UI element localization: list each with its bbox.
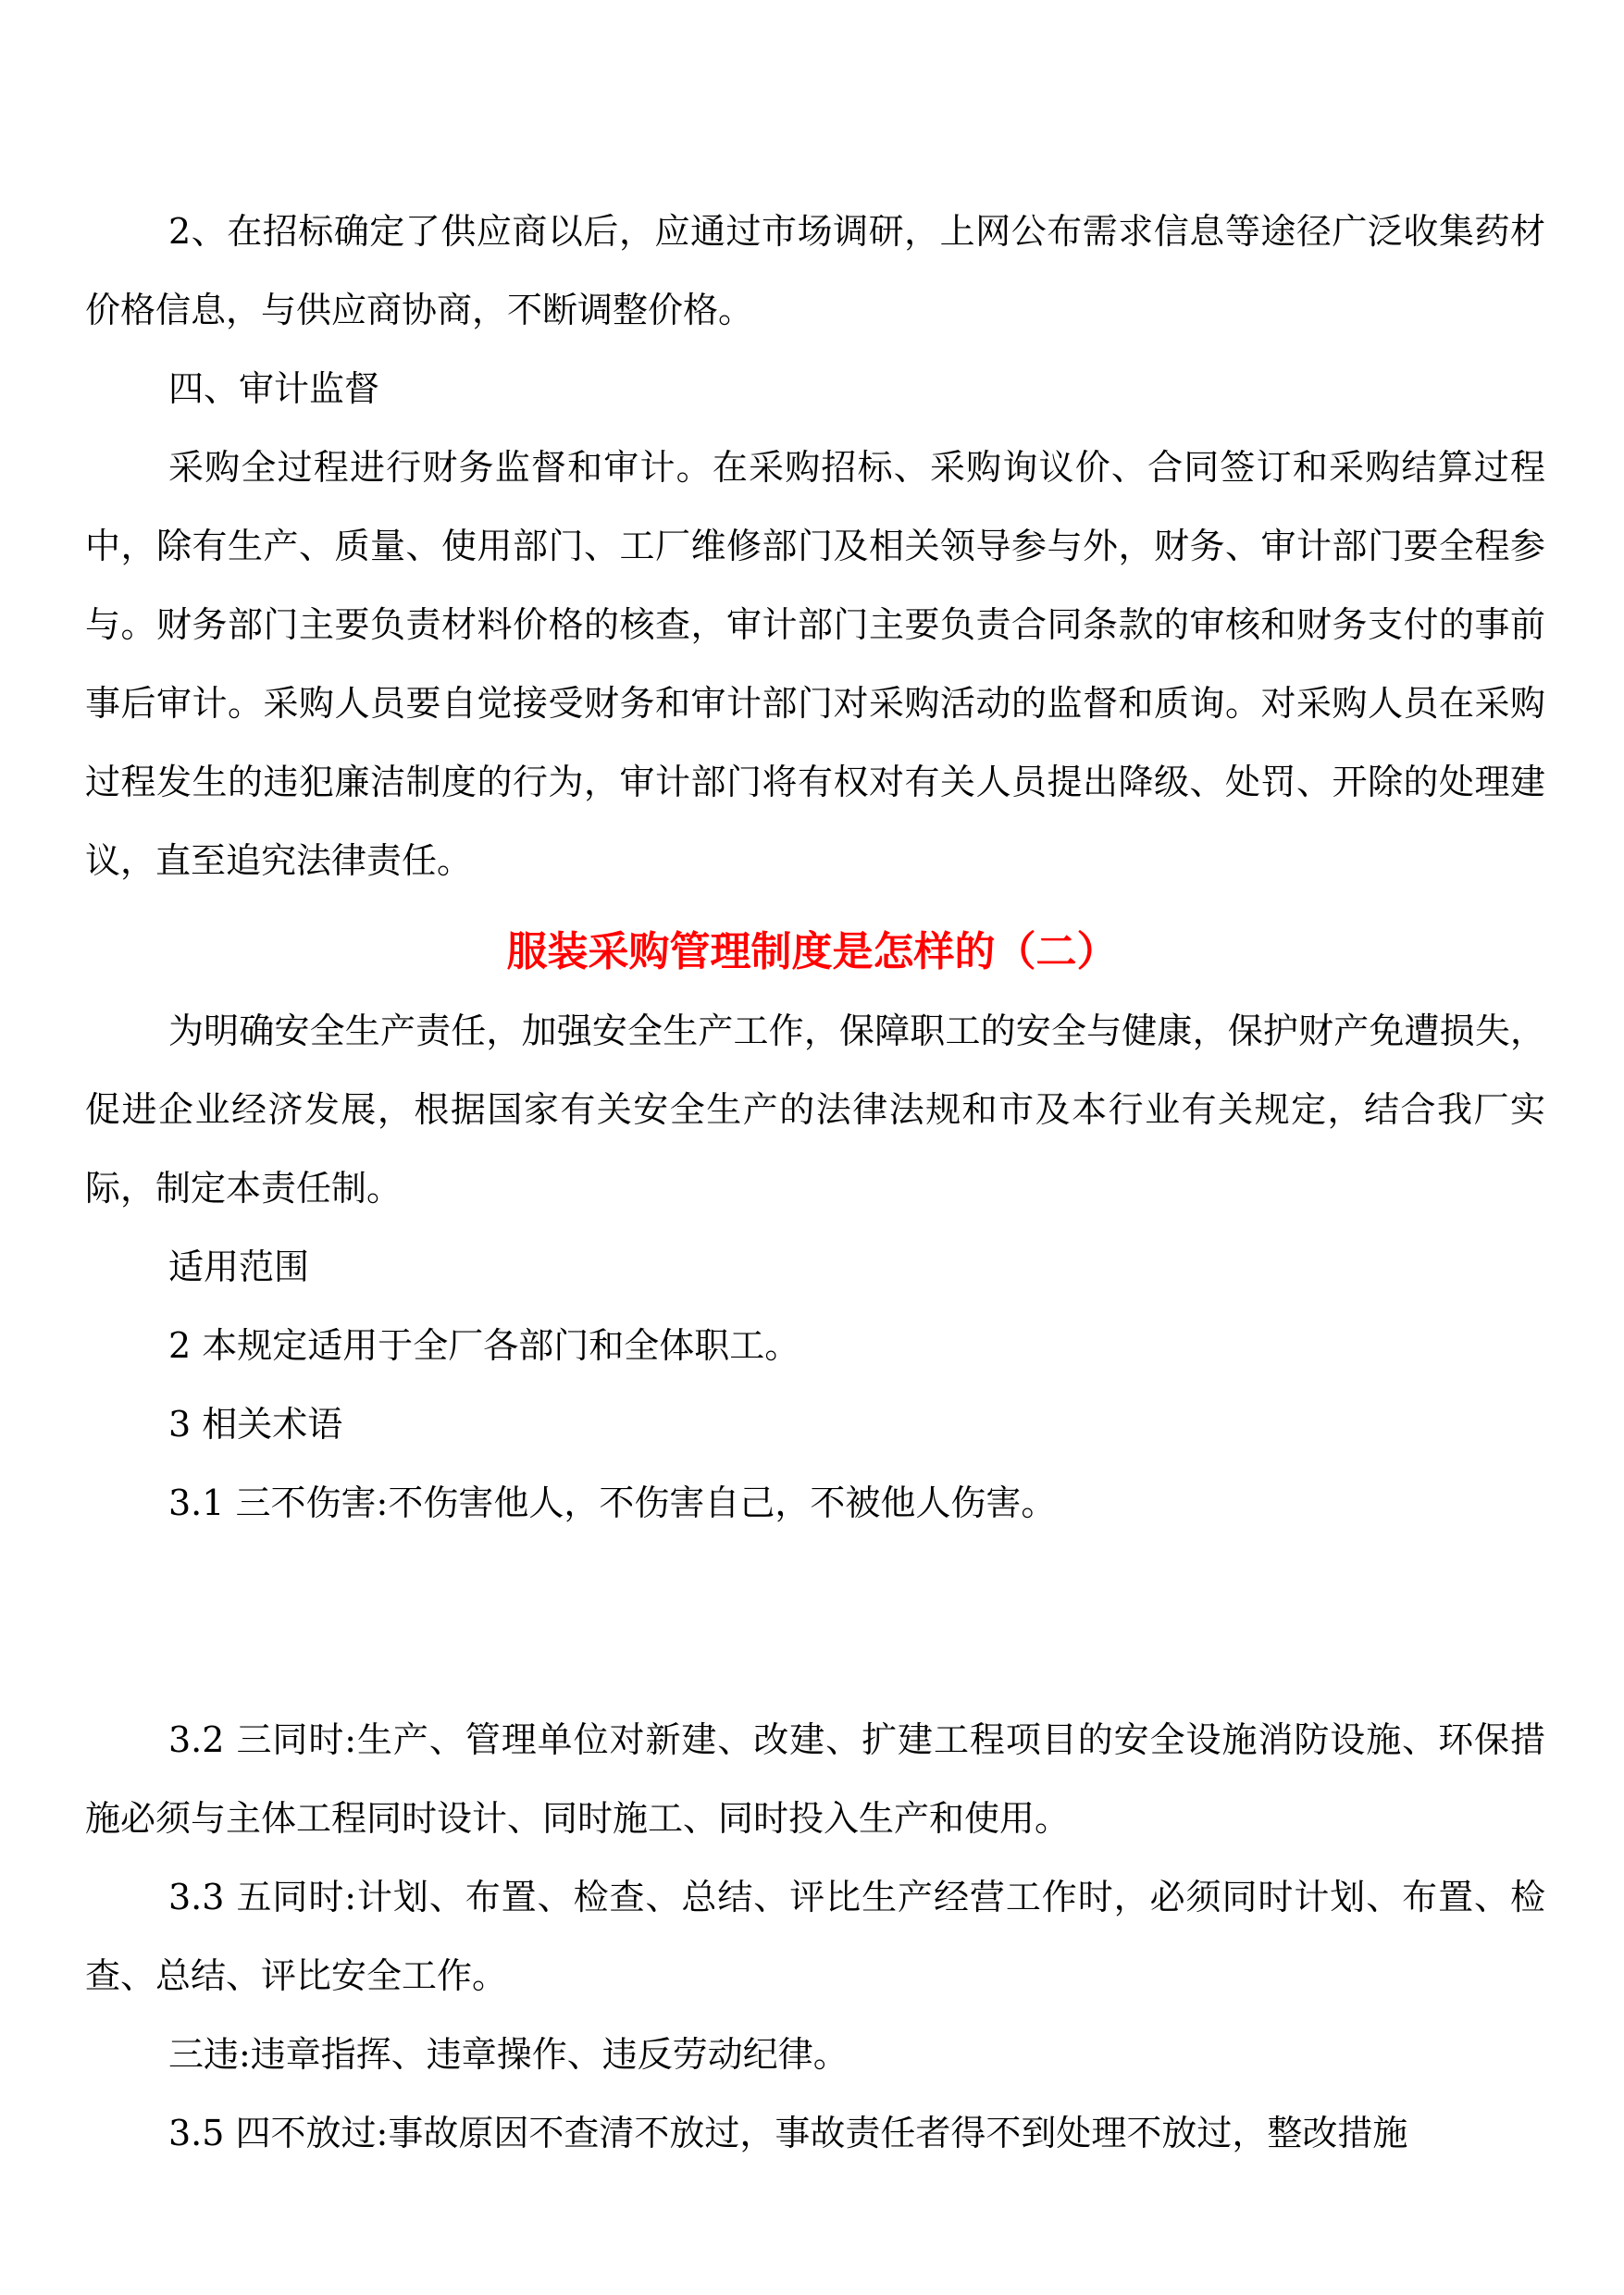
document-title: 服装采购管理制度是怎样的（二） [506,928,1118,975]
term-four-not-release: 3.5 四不放过:事故原因不查清不放过，事故责任者得不到处理不放过，整改措施 [168,2113,1408,2153]
section-procurement-audit [85,192,1545,900]
paragraph-scope: 2 本规定适用于全厂各部门和全体职工。 [168,1325,800,1366]
heading-terms: 3 相关术语 [168,1404,343,1445]
heading-scope: 适用范围 [168,1247,310,1287]
paragraph-purpose: 为明确安全生产责任，加强安全生产工作，保障职工的安全与健康，保护财产免遭损失，促进企业经济发展，根据国家有关安全生产的法律法规和市及本行业有关规定，结合我厂实际，制定本责任制。 [85,1011,1545,1209]
term-three-simultaneous: 3.2 三同时:生产、管理单位对新建、改建、扩建工程项目的安全设施消防设施、环保措施必须与主体工程同时设计、同时施工、同时投入生产和使用。 [85,1719,1545,1839]
term-three-violations: 三违:违章指挥、违章操作、违反劳动纪律。 [168,2034,849,2075]
heading-audit-supervision: 四、审计监督 [168,368,380,409]
term-five-simultaneous: 3.3 五同时:计划、布置、检查、总结、评比生产经营工作时，必须同时计划、布置、检查、总结、评比安全工作。 [85,1877,1545,1996]
section-safety-responsibility [85,992,1545,1543]
section-terms-continued [85,1701,1545,2173]
term-three-no-harm: 3.1 三不伤害:不伤害他人，不伤害自己，不被他人伤害。 [168,1482,1057,1523]
paragraph-price-adjustment: 2、在招标确定了供应商以后，应通过市场调研，上网公布需求信息等途径广泛收集药材价格信息，与供应商协商，不断调整价格。 [85,211,1545,330]
paragraph-audit-supervision: 采购全过程进行财务监督和审计。在采购招标、采购询议价、合同签订和采购结算过程中，除有生产、质量、使用部门、工厂维修部门及相关领导参与外，财务、审计部门要全程参与。财务部门主要负责材料价格的核查，审计部门主要负责合同条款的审核和财务支付的事前事后审计。采购人员要自觉接受财务和审计部门对采购活动的监督和质询。对采购人员在采购过程发生的违犯廉洁制度的行为，审计部门将有权对有关人员提出降级、处罚、开除的处理建议，直至追究法律责任。 [85,447,1545,881]
